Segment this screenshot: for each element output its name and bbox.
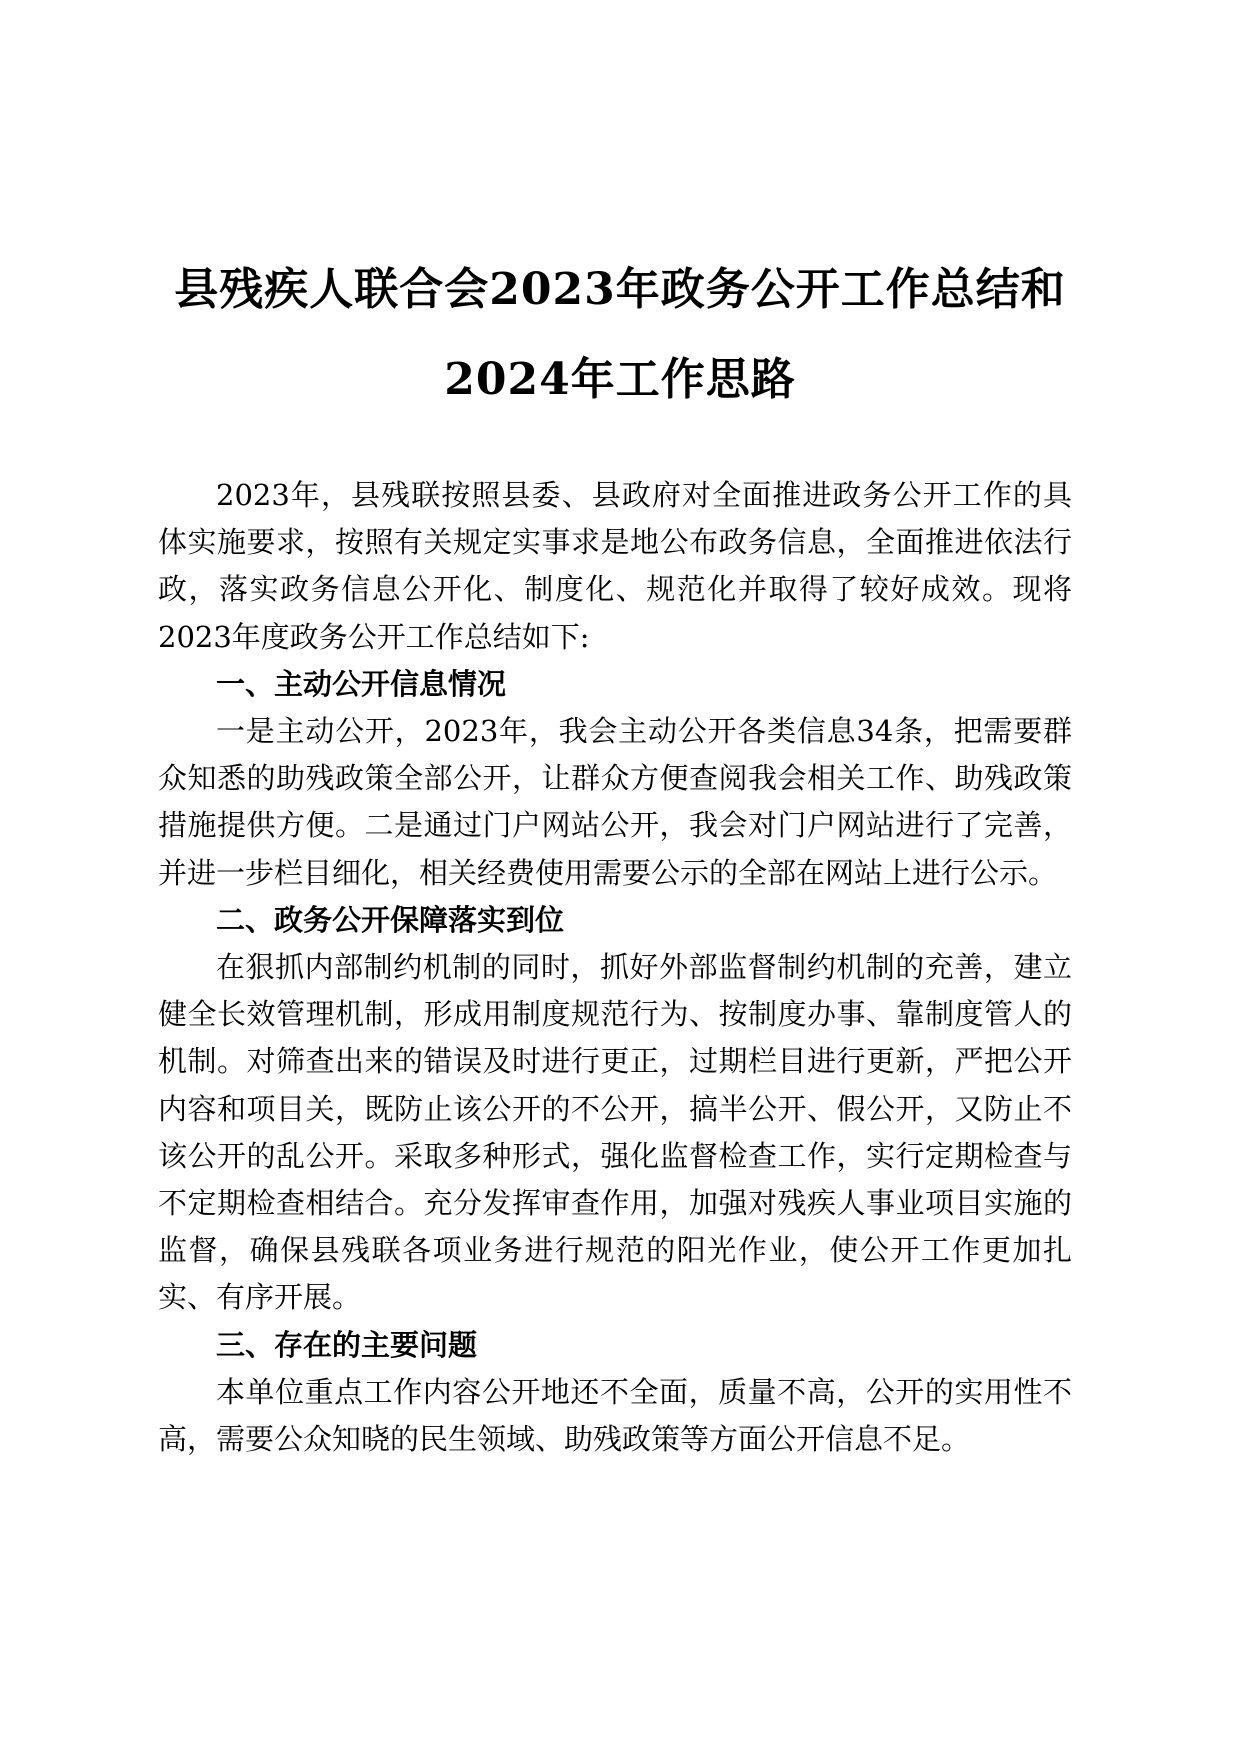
section-paragraph-2: 在狠抓内部制约机制的同时，抓好外部监督制约机制的充善，建立健全长效管理机制，形成用制度规范行为、按制度办事、靠制度管人的机制。对筛查出来的错误及时进行更正，过期栏目进行更新，严把公开内容和项目关，既防止该公开的不公开，搞半公开、假公开，又防止不该公开的乱公开。采取多种形式，强化监督检查工作，实行定期检查与不定期检查相结合。充分发挥审查作用，加强对残疾人事业项目实施的监督，确保县残联各项业务进行规范的阳光作业，使公开工作更加扎实、有序开展。 [158, 950, 1072, 1315]
section-heading-2: 二、政务公开保障落实到位 [216, 902, 565, 937]
document-title-line-2: 2024年工作思路 [444, 354, 796, 405]
document-body [158, 472, 1072, 1463]
document-title-line-1: 县残疾人联合会2023年政务公开工作总结和 [174, 264, 1066, 315]
section-paragraph-3: 本单位重点工作内容公开地还不全面，质量不高，公开的实用性不高，需要公众知晓的民生领域、助残政策等方面公开信息不足。 [158, 1374, 1072, 1457]
section-paragraph-1: 一是主动公开，2023年，我会主动公开各类信息34条，把需要群众知悉的助残政策全部公开，让群众方便查阅我会相关工作、助残政策措施提供方便。二是通过门户网站公开，我会对门户网站进行了完善，并进一步栏目细化，相关经费使用需要公示的全部在网站上进行公示。 [158, 714, 1072, 890]
intro-paragraph: 2023年，县残联按照县委、县政府对全面推进政务公开工作的具体实施要求，按照有关规定实事求是地公布政务信息，全面推进依法行政，落实政务信息公开化、制度化、规范化并取得了较好成效。现将2023年度政务公开工作总结如下: [158, 478, 1072, 654]
section-heading-3: 三、存在的主要问题 [216, 1327, 478, 1362]
section-heading-1: 一、主动公开信息情况 [216, 666, 507, 701]
